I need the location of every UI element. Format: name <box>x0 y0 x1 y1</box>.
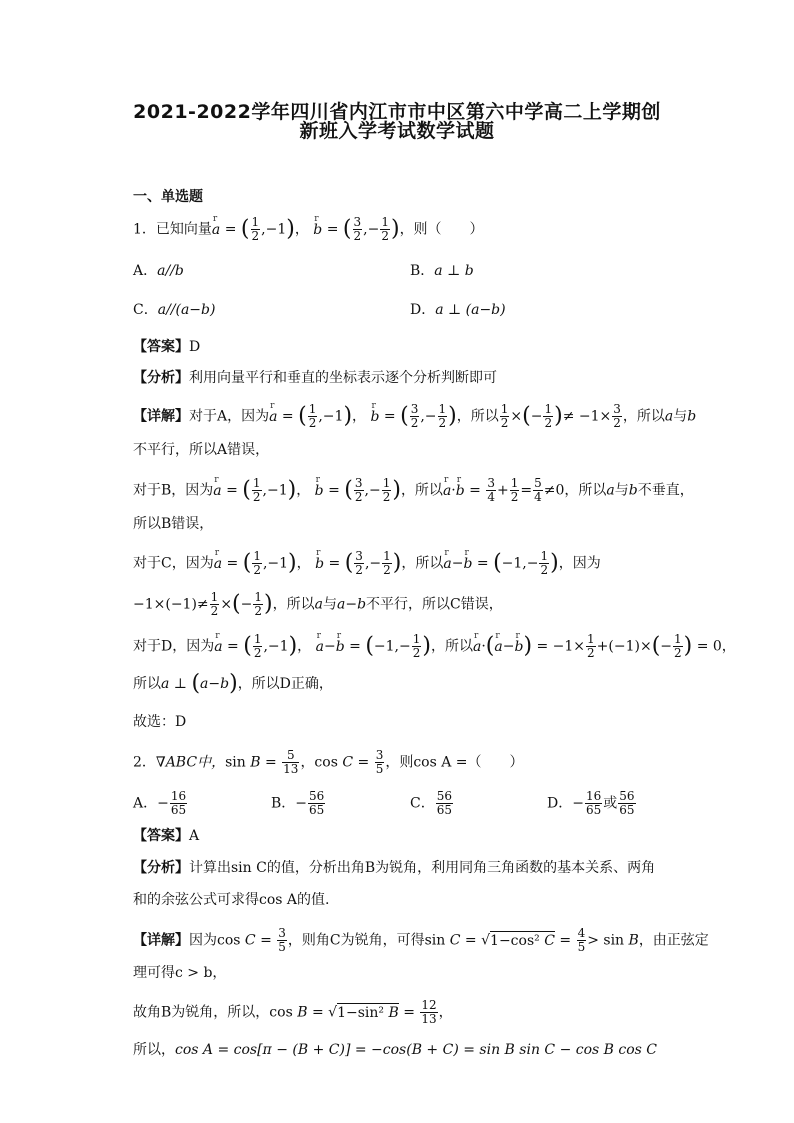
q2-option-c[interactable]: C． $\frac{56}{65}$ <box>410 789 452 817</box>
q1-detail-a: 【详解】对于A，因为r a = ( $\frac{1}{2}$ ,−1)， r b = ( $\frac{3}{2}$ ,− $\frac{1}{2}$ )，所以 $\frac{1}{2}$ ×(− $\frac{1}{2}$ )≠ −1× $\frac{3}{2}$ ，所以a与b <box>133 403 696 430</box>
q1-option-d[interactable]: D．a ⊥ (a−b) <box>410 302 506 318</box>
q1-option-a[interactable]: A．a//b <box>133 263 184 279</box>
q2-detail-1: 【详解】因为cos C = $\frac{3}{5}$ ，则角C为锐角，可得sin C = √1−cos² C = $\frac{4}{5}$ > sin B，由正弦定 <box>133 926 709 954</box>
q1-analysis: 【分析】利用向量平行和垂直的坐标表示逐个分析判断即可 <box>133 370 497 386</box>
q1-detail-a-cont: 不平行，所以A错误， <box>133 442 270 458</box>
q1-detail-b: 对于B，因为r a = ( $\frac{1}{2}$ ,−1)， r b = ( $\frac{3}{2}$ ,− $\frac{1}{2}$ )，所以r a·r b = $\frac{3}{4}$ + $\frac{1}{2}$ = $\frac{5}{4}$ ≠0，所以a与b不垂直， <box>133 477 694 504</box>
q2-detail-3: 故角B为锐角，所以，cos B = √1−sin² B = $\frac{12}{13}$ ， <box>133 998 453 1026</box>
q1-option-c[interactable]: C．a//(a−b) <box>133 302 216 318</box>
q2-detail-4: 所以，cos A = cos[π − (B + C)] = −cos(B + C) = sin B sin C − cos B cos C <box>133 1042 658 1058</box>
section-heading: 一、单选题 <box>133 189 203 205</box>
q1-detail-c: 对于C，因为r a = ( $\frac{1}{2}$ ,−1)， r b = ( $\frac{3}{2}$ ,− $\frac{1}{2}$ )，所以r a−r b = (−1,− $\frac{1}{2}$ )，因为 <box>133 550 601 577</box>
q1-detail-c-cont: −1×(−1)≠ $\frac{1}{2}$ ×(− $\frac{1}{2}$ )，所以a与a−b不平行，所以C错误， <box>133 590 503 618</box>
q1-conclusion: 故选：D <box>133 714 187 730</box>
q1-detail-d: 对于D，因为r a = ( $\frac{1}{2}$ ,−1)， r a−r b = (−1,− $\frac{1}{2}$ )，所以r a·(r a−r b) = −1× $\frac{1}{2}$ +(−1)×(− $\frac{1}{2}$ ) = 0， <box>133 633 736 660</box>
q2-answer: 【答案】A <box>133 828 200 844</box>
q2-stem: 2．∇ABC中，sin B = $\frac{5}{13}$ ，cos C = $\frac{3}{5}$ ，则cos A =（ ） <box>133 748 524 776</box>
q1-stem: 1．已知向量r a = ( $\frac{1}{2}$ ,−1)， r b = ( $\frac{3}{2}$ ,− $\frac{1}{2}$ )，则（ ） <box>133 216 484 243</box>
q2-analysis-1: 【分析】计算出sin C的值，分析出角B为锐角，利用同角三角函数的基本关系、两角 <box>133 860 656 876</box>
doc-title-line2: 新班入学考试数学试题 <box>299 120 495 142</box>
q2-analysis-2: 和的余弦公式可求得cos A的值. <box>133 892 330 908</box>
q1-answer: 【答案】D <box>133 339 201 355</box>
q2-option-b[interactable]: B．− $\frac{56}{65}$ <box>271 789 325 817</box>
q2-detail-2: 理可得c > b， <box>133 965 227 981</box>
q2-option-a[interactable]: A．− $\frac{16}{65}$ <box>133 789 187 817</box>
q1-detail-b-cont: 所以B错误， <box>133 516 214 532</box>
q1-option-b[interactable]: B．a ⊥ b <box>410 263 474 279</box>
q2-option-d[interactable]: D．− $\frac{16}{65}$ 或 $\frac{56}{65}$ <box>547 789 635 817</box>
q1-detail-d-cont: 所以a ⊥ (a−b)，所以D正确， <box>133 671 333 696</box>
doc-title-line1: 2021-2022学年四川省内江市市中区第六中学高二上学期创 <box>133 101 661 123</box>
